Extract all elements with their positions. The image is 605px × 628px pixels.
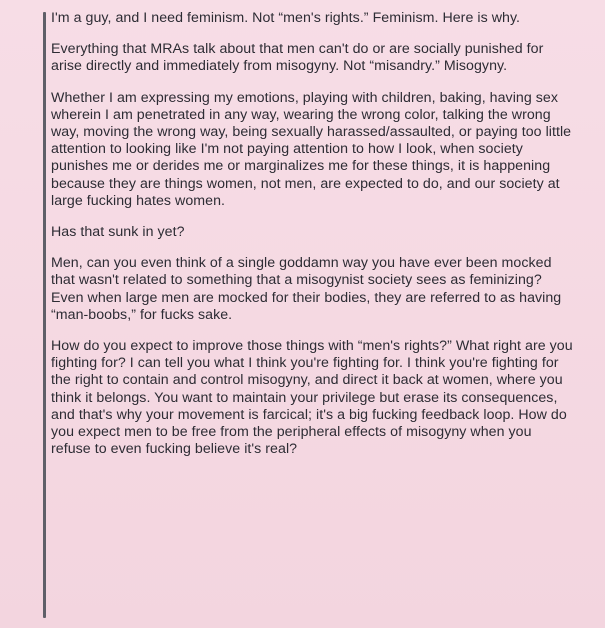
post-body <box>51 10 575 458</box>
paragraph-2: Everything that MRAs talk about that men can't do or are socially punished for arise directly and immediately from misogyny. Not “misandry.” Misogyny. <box>51 41 544 75</box>
paragraph-4: Has that sunk in yet? <box>51 224 185 241</box>
quote-bar <box>43 12 46 618</box>
paragraph-3: Whether I am expressing my emotions, playing with children, baking, having sex wherein I am penetrated in any way, wearing the wrong color, talking the wrong way, moving the wrong way, being sexually harassed/assaulted, or paying too little attention to looking like I'm not paying attention to how I look, when society punishes me or derides me or marginalizes me for these things, it is happening because they are things women, not men, are expected to do, and our society at large fucking hates women. <box>51 89 572 209</box>
paragraph-5: Men, can you even think of a single goddamn way you have ever been mocked that wasn't related to something that a misogynist society sees as feminizing? Even when large men are mocked for their bodies, they are referred to as having “man-boobs,” for fucks sake. <box>51 255 562 323</box>
paragraph-1: I'm a guy, and I need feminism. Not “men's rights.” Feminism. Here is why. <box>51 10 521 26</box>
paragraph-6: How do you expect to improve those things with “men's rights?” What right are you fighting for? I can tell you what I think you're fighting for. I think you're fighting for the right to contain and control misogyny, and direct it back at women, where you think it belongs. You want to maintain your privilege but erase its consequences, and that's why your movement is farcical; it's a big fucking feedback loop. How do you expect men to be free from the peripheral effects of misogyny when you refuse to even fucking believe it's real? <box>51 338 573 458</box>
